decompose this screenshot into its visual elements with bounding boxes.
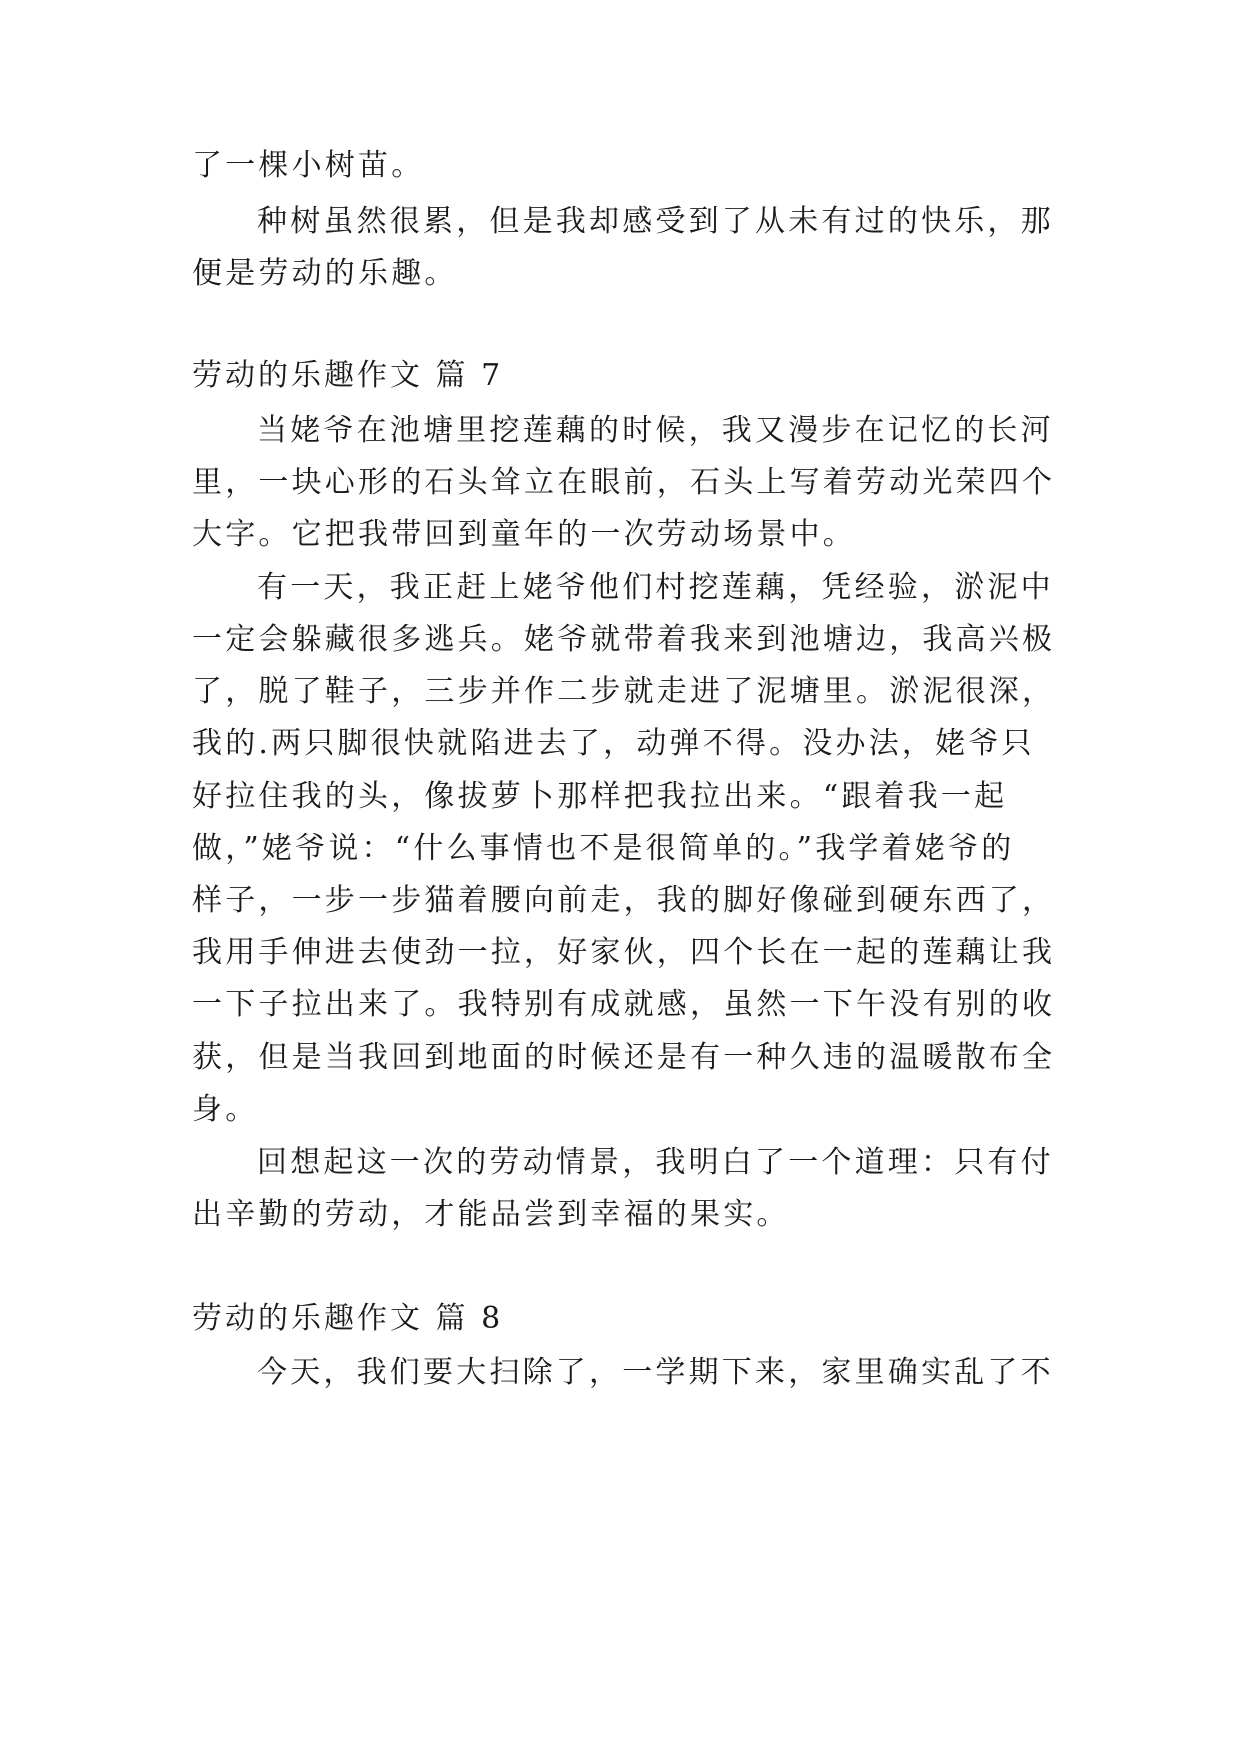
paragraph-line: 我用手伸进去使劲一拉，好家伙，四个长在一起的莲藕让我 [192,935,1056,970]
paragraph-line: 今天，我们要大扫除了，一学期下来，家里确实乱了不 [257,1355,1054,1390]
paragraph-line: 回想起这一次的劳动情景，我明白了一个道理：只有付 [257,1145,1054,1180]
paragraph-line: 身。 [192,1092,259,1127]
paragraph-line: 出辛勤的劳动，才能品尝到幸福的果实。 [192,1197,790,1232]
paragraph-line: 大字。它把我带回到童年的一次劳动场景中。 [192,517,856,552]
section-heading: 劳动的乐趣作文 篇 7 [192,358,504,393]
paragraph-line: 里，一块心形的石头耸立在眼前，石头上写着劳动光荣四个 [192,465,1056,500]
paragraph-line: 种树虽然很累，但是我却感受到了从未有过的快乐，那 [257,204,1054,239]
paragraph-line: 一下子拉出来了。我特别有成就感，虽然一下午没有别的收 [192,987,1056,1022]
paragraph-line: 便是劳动的乐趣。 [192,256,458,291]
paragraph-line: 有一天，我正赶上姥爷他们村挖莲藕，凭经验，淤泥中 [257,570,1054,605]
paragraph-line: 我的.两只脚很快就陷进去了，动弹不得。没办法，姥爷只 [192,726,1035,761]
paragraph-line: 一定会躲藏很多逃兵。姥爷就带着我来到池塘边，我高兴极 [192,622,1056,657]
paragraph-line: 做，”姥爷说：“什么事情也不是很简单的。”我学着姥爷的 [192,831,1015,866]
paragraph-line: 获，但是当我回到地面的时候还是有一种久违的温暖散布全 [192,1040,1056,1075]
paragraph-line: 样子，一步一步猫着腰向前走，我的脚好像碰到硬东西了， [192,883,1056,918]
section-heading: 劳动的乐趣作文 篇 8 [192,1301,504,1336]
paragraph-line: 好拉住我的头，像拔萝卜那样把我拉出来。“跟着我一起 [192,779,1008,814]
paragraph-line: 当姥爷在池塘里挖莲藕的时候，我又漫步在记忆的长河 [257,413,1054,448]
paragraph-line: 了一棵小树苗。 [192,148,425,183]
paragraph-line: 了，脱了鞋子，三步并作二步就走进了泥塘里。淤泥很深， [192,674,1056,709]
